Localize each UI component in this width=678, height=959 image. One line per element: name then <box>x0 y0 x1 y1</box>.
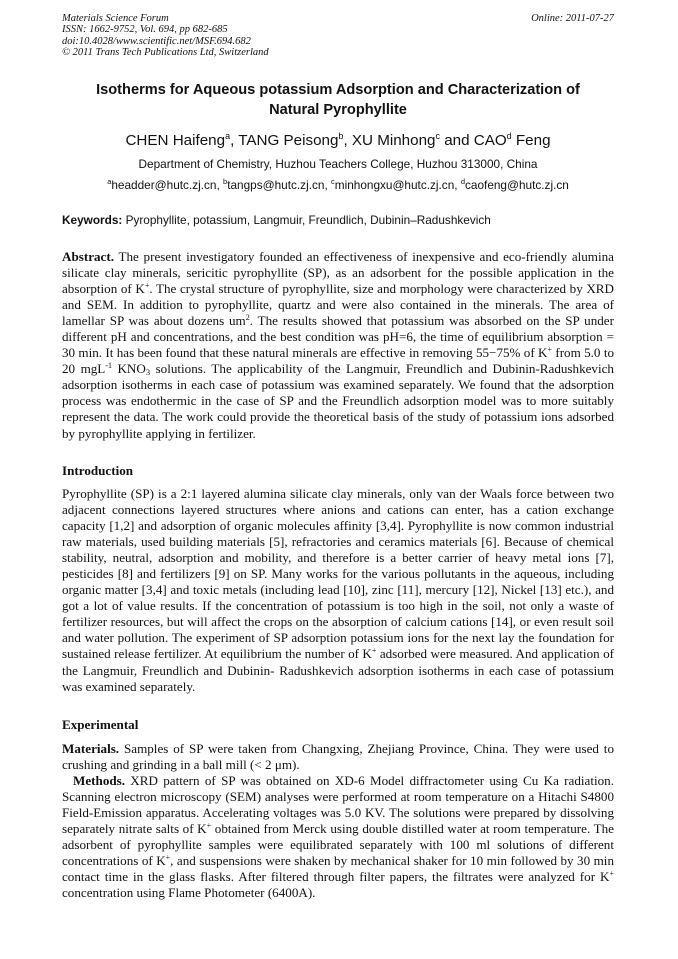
author-separator: and <box>439 132 474 149</box>
author-name: CAO <box>473 132 507 149</box>
email-mark: d <box>460 177 466 186</box>
email-link[interactable]: headder@hutc.zj.cn <box>111 178 217 192</box>
superscript: + <box>206 821 212 831</box>
keywords-label: Keywords: <box>62 213 123 227</box>
author-separator: , <box>343 132 352 149</box>
abstract <box>62 249 614 442</box>
introduction-paragraph <box>62 486 614 695</box>
email-mark: b <box>223 177 228 186</box>
author-affil-mark: d <box>506 131 512 141</box>
email-list <box>62 178 614 193</box>
email-mark: a <box>107 177 112 186</box>
author-affil-mark: a <box>225 131 231 141</box>
affiliation: Department of Chemistry, Huzhou Teachers College, Huzhou 313000, China <box>138 157 538 171</box>
methods-text: XRD pattern of SP was obtained on XD-6 Model diffractometer using Cu Ka radiation. Scanning electron microscopy (SEM) analyses were performed at room temperature on a Hitachi S4800 Field-Emission apparatus. Accelerating voltages was 5.0 KV. The solutions were prepared by dissolving separately nitrate salts of K <box>62 773 614 837</box>
email-link[interactable]: minhongxu@hutc.zj.cn <box>334 178 455 192</box>
abstract-label: Abstract. <box>62 249 114 264</box>
methods-text: obtained from Merck using double distilled water at room temperature. The adsorbent of pyrophyllite samples were equilibrated separately with 100 ml solutions of different concentrations of K <box>62 821 614 869</box>
author-name: TANG Peisong <box>238 132 339 149</box>
intro-text: Pyrophyllite (SP) is a 2:1 layered alumina silicate clay minerals, only van der Waals force between two adjacent connections layered structures where anions and cations can enter, has a cation exchange capacity [1,2] and adsorption of organic molecules affinity [3,4]. Pyrophyllite is now common industrial raw materials, used building materials [5], refractories and ceramics materials [6]. Because of chemical stability, neutral, adsorption and mobility, and therefore is a better carrier of heavy metal ions [7], pesticides [8] and fertilizers [9] on SP. Many works for the various pollutants in the aqueous, including organic matter [3,4] and toxic metals (including lead [10], zinc [11], mercury [12], Nickel [13] etc.), and got a lot of value results. If the concentration of potassium is too high in the soil, not only a waste of fertilizer resources, but will affect the crops on the absorption of calcium cations [14], or even result soil and water pollution. The experiment of SP adsorption potassium ions for the next lay the foundation for sustained release fertilizer. At equilibrium the number of K <box>62 486 614 662</box>
abstract-text: The present investigatory founded an effectiveness of inexpensive and eco-friendly alumina silicate clay minerals, sericitic pyrophyllite (SP), as an adsorbent for the possible application in the absorption of K <box>62 249 614 297</box>
subscript: 3 <box>145 367 151 378</box>
materials-label: Materials. <box>62 741 120 756</box>
email-link[interactable]: caofeng@hutc.zj.cn <box>465 178 569 192</box>
title-line-1: Isotherms for Aqueous potassium Adsorption and Characterization of <box>96 82 580 98</box>
superscript: + <box>609 869 614 879</box>
abstract-text: from 5.0 to 20 mgL <box>62 345 614 377</box>
superscript: 2 <box>245 313 250 323</box>
author-name: XU Minhong <box>351 132 436 149</box>
author-list <box>62 131 614 151</box>
author-separator: , <box>230 132 239 149</box>
abstract-text: . The crystal structure of pyrophyllite, size and morphology were characterized by XRD and SEM. In addition to pyrophyllite, quartz and were also contained in the minerals. The area of lamellar SP was about dozens um <box>62 281 614 329</box>
abstract-text: solutions. The applicability of the Langmuir, Freundlich and Dubinin-Radushkevich adsorption isotherms in each case of potassium was examined separately. We found that the adsorption process was endothermic in the case of SP and the Freundlich adsorption model was to more suitably represent the data. The work could provide the theoretical basis of the study of potassium ions adsorbed by pyrophyllite applying in fertilizer. <box>62 361 614 441</box>
superscript: + <box>165 853 171 863</box>
email-separator: , <box>324 178 331 192</box>
abstract-text: KNO <box>111 361 146 377</box>
section-heading-experimental: Experimental <box>62 717 139 732</box>
superscript: + <box>547 345 552 355</box>
author-affil-mark: b <box>338 131 344 141</box>
superscript: + <box>371 646 377 656</box>
methods-text: concentration using Flame Photometer (6400A). <box>62 885 316 901</box>
materials-paragraph <box>62 741 614 773</box>
keywords-text: Pyrophyllite, potassium, Langmuir, Freundlich, Dubinin–Radushkevich <box>122 213 491 227</box>
methods-text: , and suspensions were shaken by mechanical shaker for 10 min followed by 30 min contact time in the glass flasks. After filtered through filter papers, the filtrates were analyzed for K <box>62 853 614 885</box>
section-heading-introduction: Introduction <box>62 463 134 478</box>
keywords <box>62 213 614 228</box>
author-name: CHEN Haifeng <box>125 132 226 149</box>
abstract-text: . The results showed that potassium was absorbed on the SP under different pH and concentrations, and the best condition was pH=6, the time of equilibrium absorption = 30 min. It has been found that these natural minerals are effective in removing 55−75% of K <box>62 313 614 361</box>
email-mark: c <box>331 177 335 186</box>
issn-line: ISSN: 1662-9752, Vol. 694, pp 682-685 <box>62 24 228 36</box>
email-separator: , <box>454 178 461 192</box>
superscript: -1 <box>105 361 112 371</box>
intro-text: adsorbed were measured. And application of the Langmuir, Freundlich and Dubinin- Radushkevich adsorption isotherms in each case of potassium was examined separately. <box>62 646 614 694</box>
materials-text: Samples of SP were taken from Changxing, Zhejiang Province, China. They were used to crushing and grinding in a ball mill (< 2 μm). <box>62 741 614 773</box>
email-link[interactable]: tangps@hutc.zj.cn <box>227 178 325 192</box>
methods-label: Methods. <box>73 773 126 788</box>
copyright-line: © 2011 Trans Tech Publications Ltd, Switzerland <box>62 46 269 58</box>
paper-title <box>62 80 614 120</box>
doi-line: doi:10.4028/www.scientific.net/MSF.694.682 <box>62 35 251 47</box>
author-affil-mark: c <box>435 131 440 141</box>
author-separator: Feng <box>511 132 551 149</box>
journal-info <box>62 13 269 58</box>
email-separator: , <box>216 178 224 192</box>
superscript: + <box>144 281 150 291</box>
title-line-2: Natural Pyrophyllite <box>269 102 407 118</box>
journal-name: Materials Science Forum <box>62 13 169 24</box>
methods-paragraph <box>62 773 614 901</box>
online-date: Online: 2011-07-27 <box>531 13 614 24</box>
